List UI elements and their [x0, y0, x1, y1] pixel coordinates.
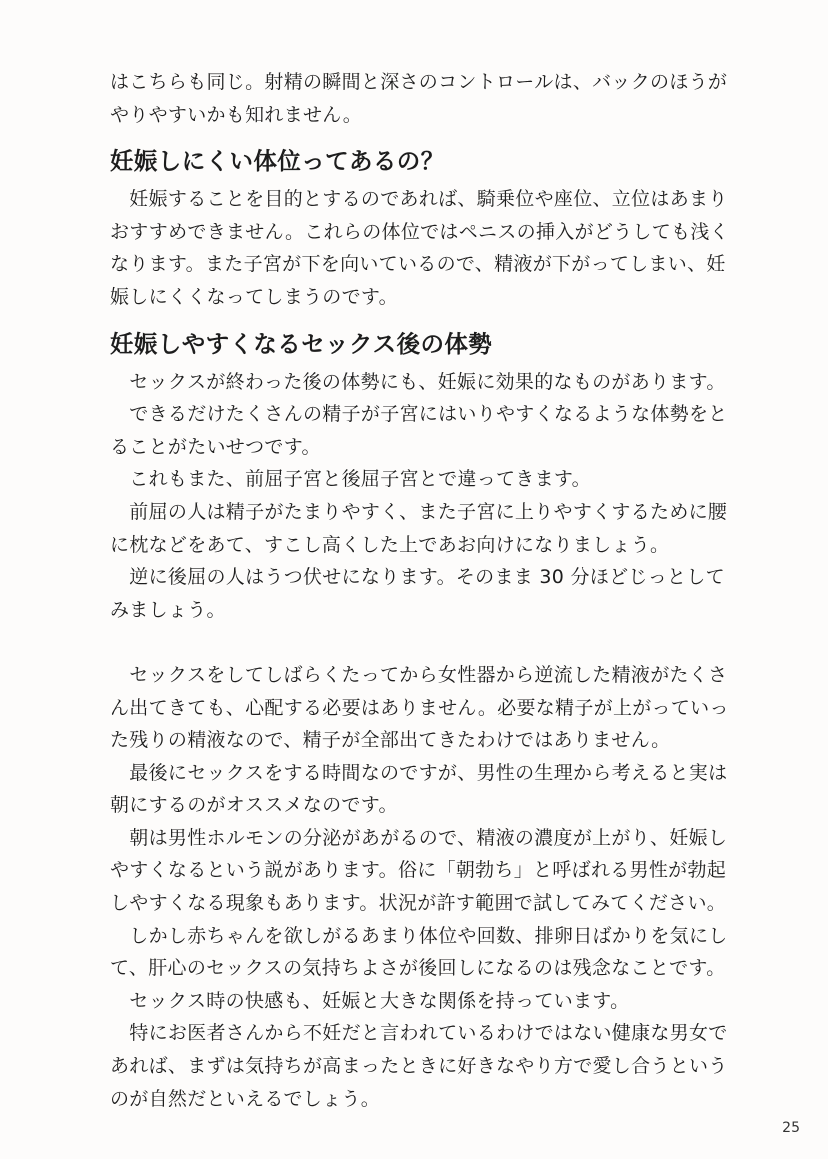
text-line: て、肝心のセックスの気持ちよさが後回しになるのは残念なことです。: [110, 957, 726, 980]
text-line: あれば、まずは気持ちが高まったときに好きなやり方で愛し合うという: [110, 1055, 728, 1078]
text-line: 逆に後屈の人はうつ伏せになります。そのまま 30 分ほどじっとして: [110, 566, 725, 589]
paragraph-block-3: [110, 366, 740, 627]
page-body: [110, 66, 740, 1115]
text-line: みましょう。: [110, 598, 226, 621]
text-line: なります。また子宮が下を向いているので、精液が下がってしまい、妊: [110, 253, 726, 276]
text-line: に枕などをあて、すこし高くした上であお向けになりましょう。: [110, 533, 670, 556]
text-line: やりやすいかも知れません。: [110, 103, 363, 126]
section-heading-difficult-positions: 妊娠しにくい体位ってあるの？: [110, 147, 445, 176]
text-line: はこちらも同じ。射精の瞬間と深さのコントロールは、バックのほうが: [110, 71, 728, 93]
text-line: セックス時の快感も、妊娠と大きな関係を持っています。: [110, 989, 630, 1012]
text-line: 朝は男性ホルモンの分泌があがるので、精液の濃度が上がり、妊娠し: [110, 826, 728, 849]
page-number: 25: [782, 1120, 800, 1136]
text-line: おすすめできません。これらの体位ではペニスの挿入がどうしても浅く: [110, 220, 729, 243]
text-line: 特にお医者さんから不妊だと言われているわけではない健康な男女で: [110, 1022, 728, 1045]
text-line: のが自然だといえるでしょう。: [110, 1087, 381, 1110]
text-line: セックスをしてしばらくたってから女性器から逆流した精液がたくさ: [110, 663, 728, 686]
text-line: 朝にするのがオススメなのです。: [110, 794, 398, 817]
text-line: ん出てきても、心配する必要はありません。必要な精子が上がっていっ: [110, 696, 729, 719]
text-line: 娠しにくくなってしまうのです。: [110, 285, 398, 308]
text-line: しかし赤ちゃんを欲しがるあまり体位や回数、排卵日ばかりを気にし: [110, 924, 728, 947]
text-line: 妊娠することを目的とするのであれば、騎乗位や座位、立位はあまり: [110, 188, 728, 211]
text-line: セックスが終わった後の体勢にも、妊娠に効果的なものがあります。: [110, 370, 726, 393]
text-line: ることがたいせつです。: [110, 435, 321, 458]
text-line: しやすくなる現象もあります。状況が許す範囲で試してみてください。: [110, 892, 727, 915]
text-line: やすくなるという説があります。俗に「朝勃ち」と呼ばれる男性が勃起: [110, 859, 727, 882]
text-line: 最後にセックスをする時間なのですが、男性の生理から考えると実は: [110, 761, 728, 784]
text-line: できるだけたくさんの精子が子宮にはいりやすくなるような体勢をと: [110, 403, 728, 426]
section-heading-post-sex-posture: 妊娠しやすくなるセックス後の体勢: [110, 329, 493, 358]
paragraph-block-1: [110, 66, 740, 131]
text-line: 前屈の人は精子がたまりやすく、また子宮に上りやすくするために腰: [110, 500, 728, 523]
text-line: これもまた、前屈子宮と後屈子宮とで違ってきます。: [110, 468, 591, 491]
text-line: た残りの精液なので、精子が全部出てきたわけではありません。: [110, 729, 671, 752]
blank-line: [110, 626, 740, 659]
paragraph-block-4: [110, 659, 740, 1115]
paragraph-block-2: [110, 183, 740, 313]
